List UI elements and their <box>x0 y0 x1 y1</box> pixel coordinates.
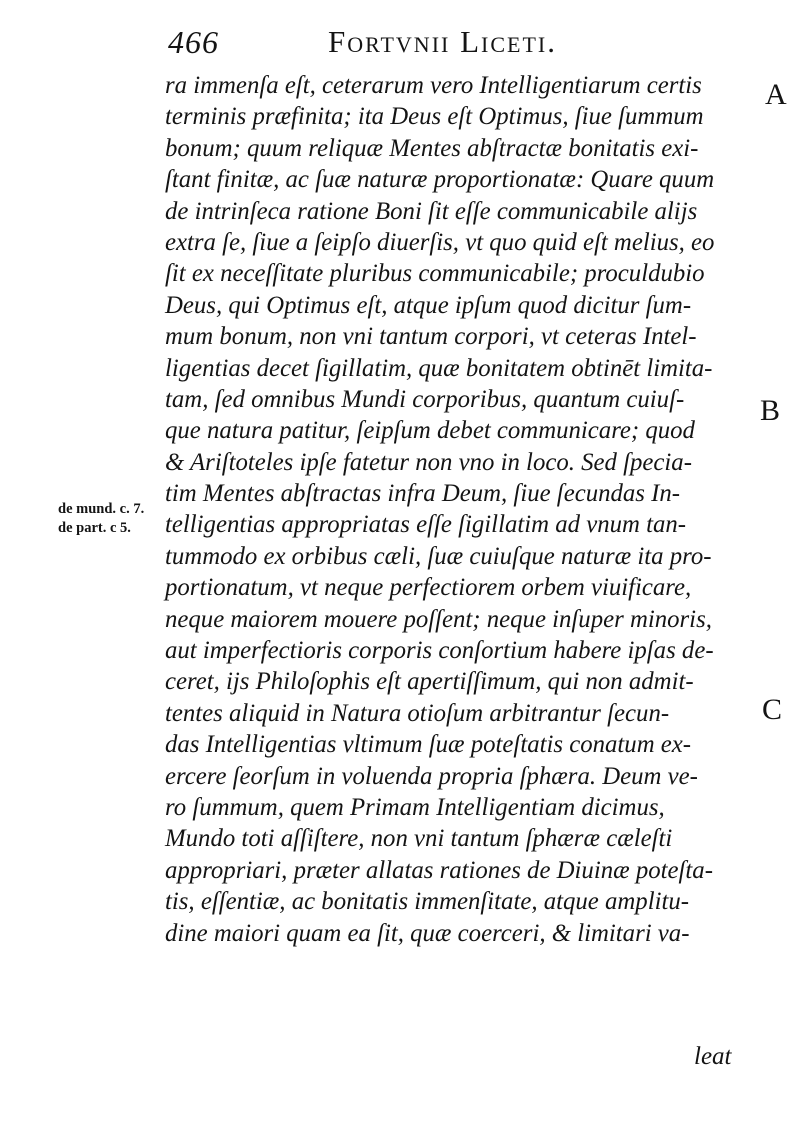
text-line: de intrinſeca ratione Boni ſit eſſe communicabile alijs <box>165 197 698 225</box>
body-text <box>165 70 765 949</box>
text-line: tentes aliquid in Natura otioſum arbitrantur ſecun- <box>165 699 670 727</box>
text-line: extra ſe, ſiue a ſeipſo diuerſis, vt quo quid eſt melius, eo <box>165 228 715 256</box>
text-line: & Ariſtoteles ipſe fatetur non vno in loco. Sed ſpecia- <box>165 448 692 476</box>
text-line: ro ſummum, quem Primam Intelligentiam dicimus, <box>165 793 665 821</box>
page-header <box>168 22 618 66</box>
section-letter-c: C <box>762 693 783 726</box>
text-line: portionatum, vt neque perfectiorem orbem viuificare, <box>165 574 692 602</box>
text-line: ceret, ijs Philoſophis eſt apertiſſimum, qui non admit- <box>165 668 694 696</box>
text-line: das Intelligentias vltimum ſuæ poteſtatis conatum ex- <box>165 731 692 759</box>
text-line: aut imperfectioris corporis conſortium habere ipſas de- <box>165 637 714 665</box>
text-line: tam, ſed omnibus Mundi corporibus, quantum cuiuſ- <box>165 385 685 413</box>
text-line: bonum; quum reliquæ Mentes abſtractæ bonitatis exi- <box>165 134 699 162</box>
marginal-citation-line: de mund. c. 7. <box>58 501 145 517</box>
section-letter-a: A <box>765 78 787 111</box>
text-line: telligentias appropriatas eſſe ſigillatim ad vnum tan- <box>165 511 687 539</box>
text-line: appropriari, præter allatas rationes de Diuinæ poteſta- <box>165 856 713 884</box>
text-line: tummodo ex orbibus cæli, ſuæ cuiuſque naturæ ita pro- <box>165 542 712 570</box>
marginal-citation-line: de part. c 5. <box>58 520 131 536</box>
text-line: terminis præfinita; ita Deus eſt Optimus, ſiue ſummum <box>165 103 704 131</box>
text-line: tis, eſſentiæ, ac bonitatis immenſitate, atque amplitu- <box>165 888 690 916</box>
text-line: ra immenſa eſt, ceterarum vero Intelligentiarum certis <box>165 72 702 99</box>
text-line: ligentias decet ſigillatim, quæ bonitatem obtinēt limita- <box>165 354 713 382</box>
text-line: que natura patitur, ſeipſum debet communicare; quod <box>165 417 695 445</box>
text-line: ſtant finitæ, ac ſuæ naturæ proportionatæ: Quare quum <box>165 166 715 194</box>
text-line: Mundo toti aſſiſtere, non vni tantum ſphæræ cæleſti <box>165 825 673 853</box>
text-line: tim Mentes abſtractas infra Deum, ſiue ſecundas In- <box>165 480 681 508</box>
text-line: dine maiori quam ea ſit, quæ coerceri, & limitari va- <box>165 919 690 947</box>
page-number: 466 <box>168 24 219 60</box>
text-line: mum bonum, non vni tantum corpori, vt ceteras Intel- <box>165 323 697 351</box>
text-line: ſit ex neceſſitate pluribus communicabile; proculdubio <box>165 260 705 288</box>
text-line: Deus, qui Optimus eſt, atque ipſum quod dicitur ſum- <box>165 291 692 319</box>
text-line: neque maiorem mouere poſſent; neque inſuper minoris, <box>165 605 712 633</box>
catchword: leat <box>694 1043 732 1070</box>
section-letter-b: B <box>760 394 781 427</box>
marginal-citation <box>58 500 144 538</box>
text-line: ercere ſeorſum in voluenda propria ſphæra. Deum ve- <box>165 762 698 790</box>
running-head: Fortvnii Liceti. <box>328 24 557 59</box>
